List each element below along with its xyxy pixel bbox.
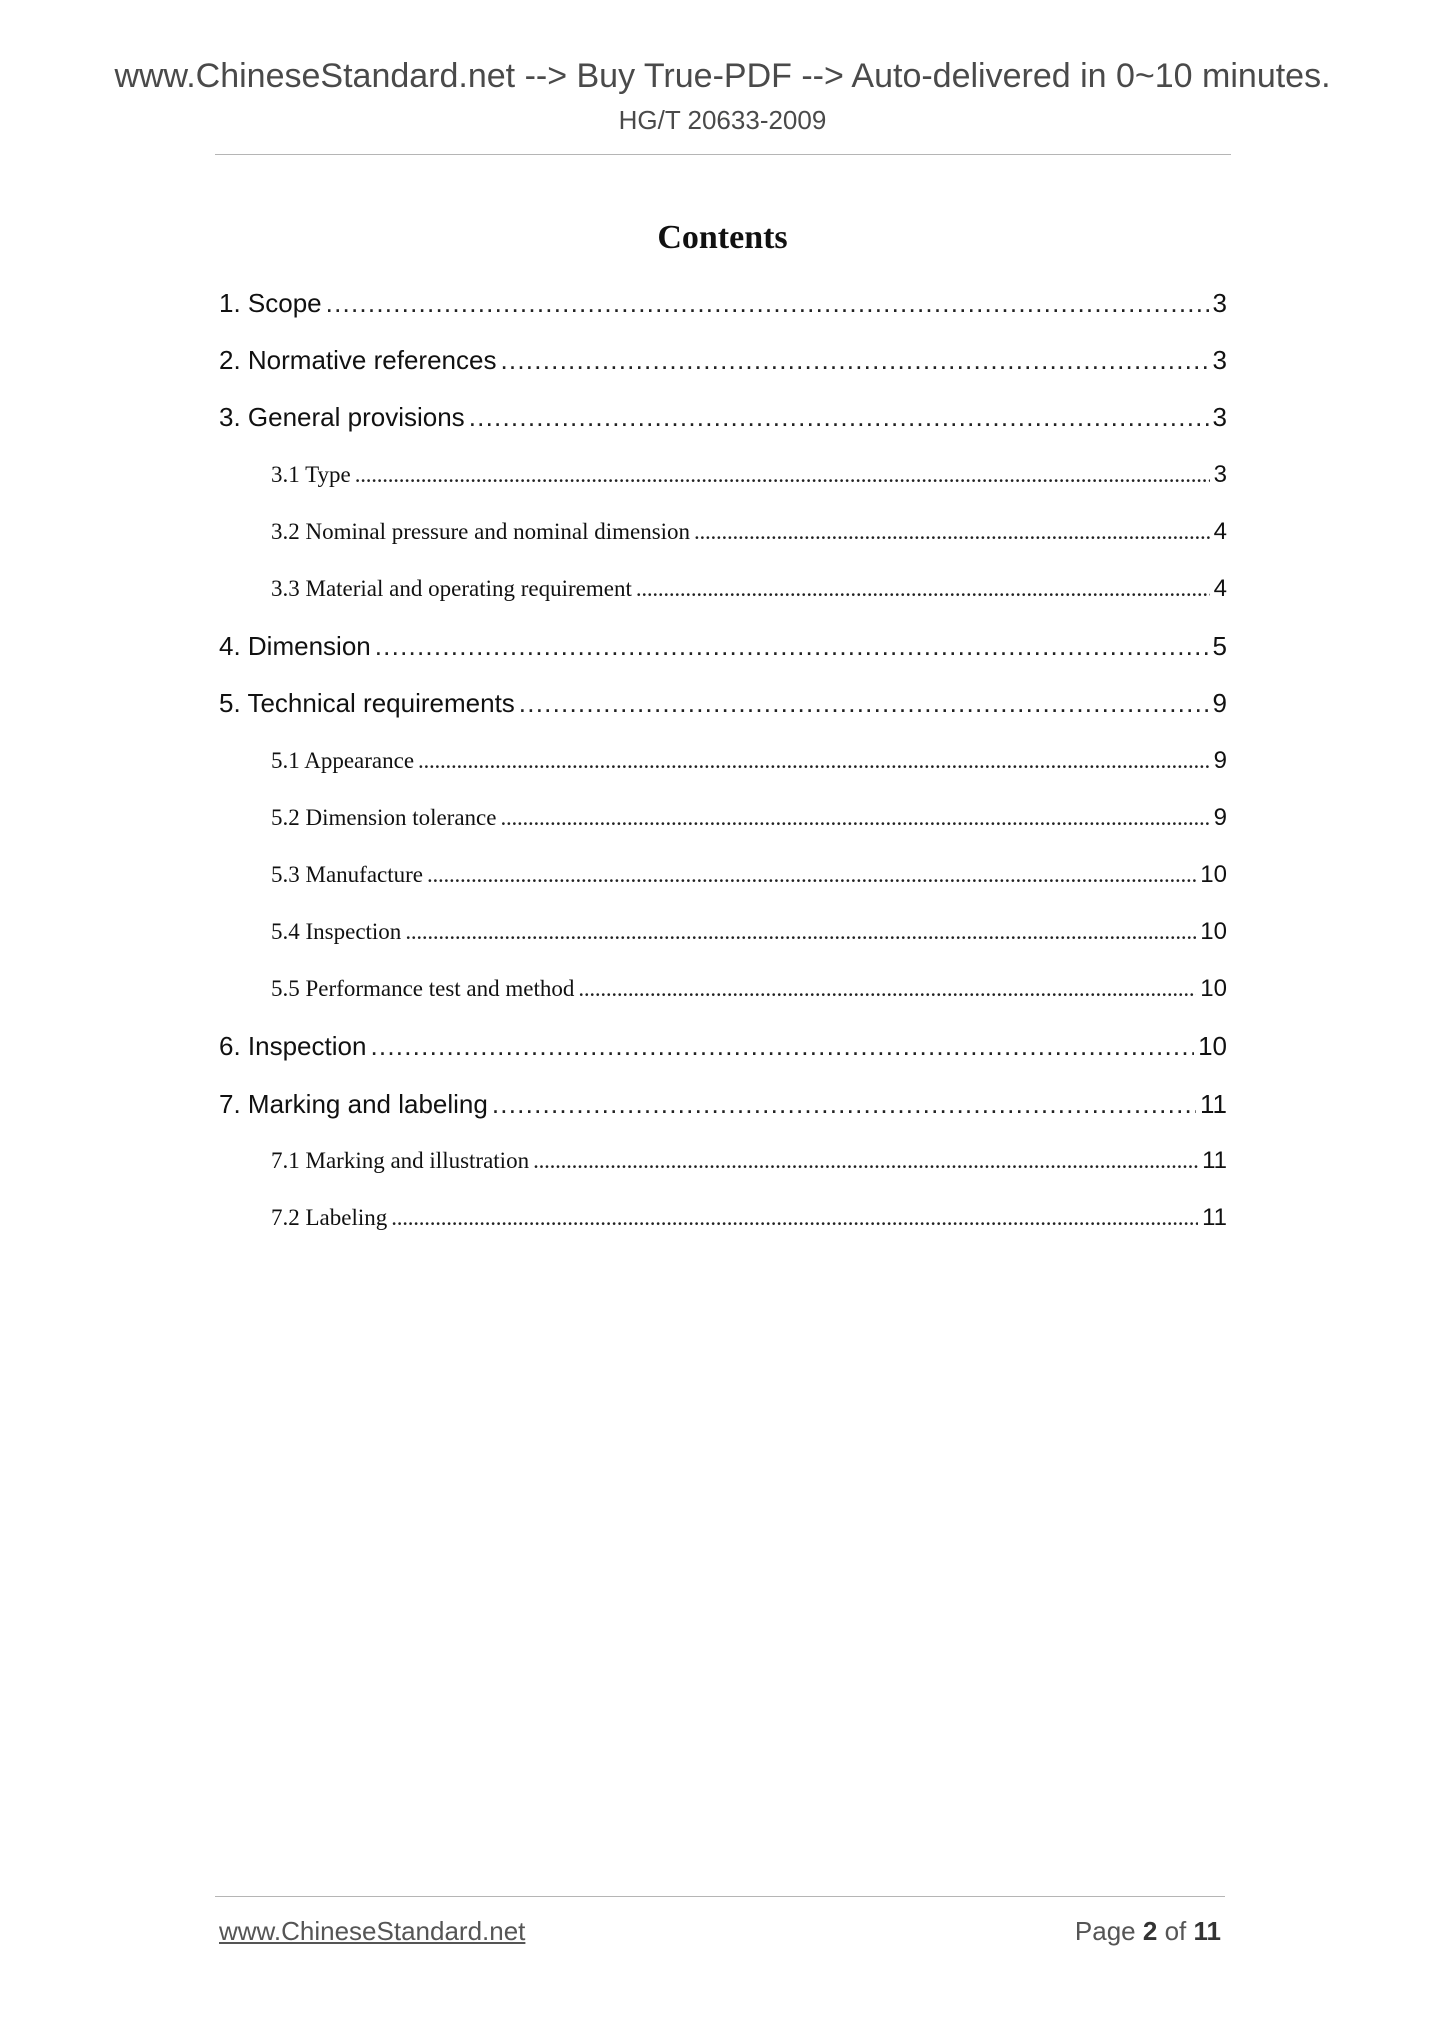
toc-entry-page: 5 [1212, 631, 1227, 662]
toc-entry[interactable] [219, 283, 1227, 340]
toc-dot-leader [636, 569, 1210, 609]
page-of: of [1164, 1916, 1187, 1946]
toc-dot-leader [533, 1141, 1198, 1181]
toc-entry-label: 7. Marking and labeling [219, 1088, 488, 1119]
toc-entry-page: 3 [1212, 402, 1227, 433]
toc-entry-label: 5.1 Appearance [271, 747, 415, 773]
toc-entry-page: 4 [1213, 517, 1227, 545]
page-total: 11 [1193, 1916, 1221, 1946]
toc-dot-leader [427, 855, 1196, 895]
toc-entry-page: 10 [1200, 975, 1227, 1003]
toc-entry-page: 3 [1212, 288, 1227, 318]
toc-dot-leader [418, 741, 1210, 781]
toc-dot-leader [391, 1198, 1198, 1238]
toc-entry-page: 11 [1202, 1204, 1227, 1231]
toc-dot-leader [694, 512, 1210, 552]
toc-entry[interactable] [219, 340, 1227, 397]
toc-entry[interactable] [219, 1141, 1227, 1198]
toc-entry-label: 6. Inspection [219, 1031, 367, 1062]
toc-entry-label: 5.5 Performance test and method [271, 976, 575, 1002]
toc-dot-leader [519, 683, 1209, 723]
header-divider [215, 154, 1231, 155]
toc-dot-leader [370, 1026, 1194, 1066]
page-prefix: Page [1074, 1916, 1136, 1946]
toc-entry-page: 10 [1200, 860, 1227, 888]
toc-entry[interactable] [219, 1198, 1227, 1255]
toc-entry-label: 5.4 Inspection [271, 919, 402, 945]
toc-entry-label: 3.2 Nominal pressure and nominal dimension [271, 518, 691, 544]
toc-entry[interactable] [219, 741, 1227, 798]
toc-entry[interactable] [219, 969, 1227, 1026]
toc-entry-page: 10 [1198, 1031, 1227, 1062]
toc-dot-leader [405, 912, 1196, 952]
page-current: 2 [1142, 1916, 1158, 1946]
toc-dot-leader [492, 1084, 1196, 1124]
toc-entry-page: 9 [1212, 688, 1227, 719]
toc-entry-label: 3. General provisions [219, 402, 465, 433]
toc-dot-leader [500, 798, 1209, 838]
toc-entry-label: 5.3 Manufacture [271, 861, 423, 887]
page-indicator [1075, 1914, 1221, 1948]
toc-entry-page: 9 [1213, 803, 1227, 831]
contents-title: Contents [657, 219, 788, 256]
toc-dot-leader [469, 397, 1209, 437]
toc-entry-page: 3 [1213, 460, 1227, 488]
toc-entry-page: 4 [1213, 574, 1227, 602]
toc-dot-leader [326, 283, 1209, 323]
table-of-contents [219, 283, 1227, 1255]
toc-entry[interactable] [219, 626, 1227, 683]
toc-entry-label: 4. Dimension [219, 631, 371, 662]
toc-dot-leader [578, 969, 1196, 1009]
footer-divider [215, 1896, 1225, 1897]
toc-entry-page: 3 [1212, 345, 1227, 376]
toc-entry-label: 7.2 Labeling [271, 1205, 388, 1230]
toc-entry-label: 5. Technical requirements [219, 688, 515, 719]
toc-entry[interactable] [219, 683, 1227, 740]
toc-entry-page: 10 [1200, 918, 1227, 946]
toc-dot-leader [500, 340, 1208, 380]
document-code: HG/T 20633-2009 [618, 105, 827, 135]
toc-entry-label: 7.1 Marking and illustration [271, 1147, 530, 1173]
toc-entry-label: 2. Normative references [219, 345, 497, 376]
toc-entry-label: 5.2 Dimension tolerance [271, 804, 497, 830]
toc-entry[interactable] [219, 569, 1227, 626]
toc-entry[interactable] [219, 455, 1227, 512]
toc-entry-page: 9 [1213, 746, 1227, 774]
toc-entry-page: 11 [1200, 1088, 1227, 1119]
footer-site-link[interactable]: www.ChineseStandard.net [219, 1916, 526, 1946]
toc-entry[interactable] [219, 1026, 1227, 1083]
toc-entry[interactable] [219, 912, 1227, 969]
toc-entry-label: 3.3 Material and operating requirement [271, 575, 632, 601]
toc-entry[interactable] [219, 1084, 1227, 1141]
toc-entry-label: 3.1 Type [271, 461, 351, 487]
toc-dot-leader [375, 626, 1209, 666]
toc-entry[interactable] [219, 798, 1227, 855]
toc-entry[interactable] [219, 512, 1227, 569]
toc-entry-label: 1. Scope [219, 288, 322, 318]
toc-entry-page: 11 [1202, 1146, 1227, 1174]
toc-entry[interactable] [219, 855, 1227, 912]
site-banner[interactable]: www.ChineseStandard.net --> Buy True-PDF --> Auto-delivered in 0~10 minutes. [114, 57, 1331, 95]
toc-dot-leader [355, 455, 1210, 495]
toc-entry[interactable] [219, 397, 1227, 454]
